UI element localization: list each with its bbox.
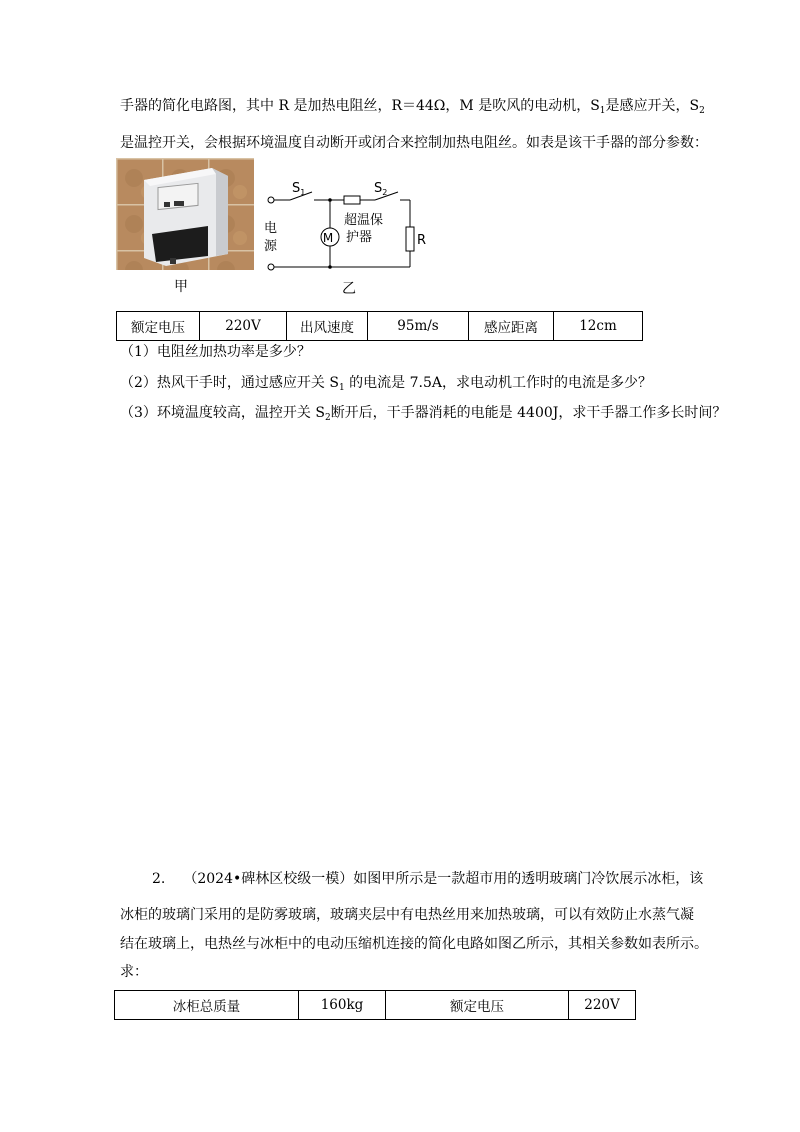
question-2-text-b: 的电流是 7.5A，求电动机工作时的电流是多少？ bbox=[344, 375, 652, 391]
resistor-label: R bbox=[417, 233, 427, 248]
protector-label-2: 护器 bbox=[346, 230, 373, 245]
problem-2-line-1 bbox=[152, 869, 703, 889]
protector-label-1: 超温保 bbox=[344, 213, 384, 228]
table-cell: 额定电压 bbox=[386, 991, 569, 1020]
intro-text-a: 手器的简化电路图，其中 R 是加热电阻丝，R＝44Ω，M 是吹风的电动机，S bbox=[120, 98, 600, 114]
table-cell: 220V bbox=[200, 312, 287, 341]
table-cell: 出风速度 bbox=[287, 312, 368, 341]
problem-2-line-2: 冰柜的玻璃门采用的是防雾玻璃，玻璃夹层中有电热丝用来加热玻璃，可以有效防止水蒸气凝 bbox=[120, 907, 694, 923]
table-cell: 额定电压 bbox=[117, 312, 200, 341]
question-3 bbox=[120, 403, 726, 428]
subscript: 2 bbox=[324, 413, 331, 423]
circuit-diagram bbox=[262, 180, 442, 280]
subscript: 2 bbox=[699, 106, 705, 116]
table-cell: 12cm bbox=[554, 312, 643, 341]
table-cell: 160kg bbox=[299, 991, 386, 1020]
problem-2-text-1: （2024•碑林区校级一模）如图甲所示是一款超市用的透明玻璃门冷饮展示冰柜，该 bbox=[183, 871, 704, 887]
subscript: 1 bbox=[599, 106, 606, 116]
question-1: （1）电阻丝加热功率是多少？ bbox=[120, 344, 311, 360]
problem-2-line-4: 求： bbox=[120, 964, 148, 980]
intro-line-2: 是温控开关，会根据环境温度自动断开或闭合来控制加热电阻丝。如表是该干手器的部分参数： bbox=[120, 135, 708, 151]
question-2 bbox=[120, 373, 652, 398]
table-cell: 感应距离 bbox=[469, 312, 554, 341]
table-row bbox=[117, 312, 643, 341]
figure-b-caption: 乙 bbox=[342, 281, 356, 297]
question-3-text-a: （3）环境温度较高，温控开关 S bbox=[120, 405, 325, 421]
s1-label: $S_1$ bbox=[292, 181, 306, 197]
s2-label: $S_2$ bbox=[374, 181, 388, 197]
intro-line-1 bbox=[120, 96, 705, 121]
figure-a-caption: 甲 bbox=[174, 279, 188, 295]
question-2-text-a: （2）热风干手时，通过感应开关 S bbox=[120, 375, 339, 391]
freezer-parameter-table bbox=[114, 990, 636, 1020]
intro-text-b: 是感应开关，S bbox=[605, 98, 700, 114]
hand-dryer-photo bbox=[116, 158, 254, 270]
source-label-1: 电 bbox=[264, 221, 278, 236]
table-cell: 220V bbox=[569, 991, 636, 1020]
motor-label: M bbox=[322, 231, 334, 245]
table-cell: 95m/s bbox=[368, 312, 469, 341]
table-row bbox=[115, 991, 636, 1020]
problem-number: 2. bbox=[152, 871, 166, 887]
dryer-parameter-table bbox=[116, 311, 643, 341]
table-cell: 冰柜总质量 bbox=[115, 991, 299, 1020]
problem-2-line-3: 结在玻璃上，电热丝与冰柜中的电动压缩机连接的简化电路如图乙所示，其相关参数如表所示。 bbox=[120, 936, 708, 952]
question-3-text-b: 断开后，干手器消耗的电能是 4400J，求干手器工作多长时间？ bbox=[330, 405, 727, 421]
subscript: 1 bbox=[338, 383, 345, 393]
source-label-2: 源 bbox=[264, 239, 278, 254]
